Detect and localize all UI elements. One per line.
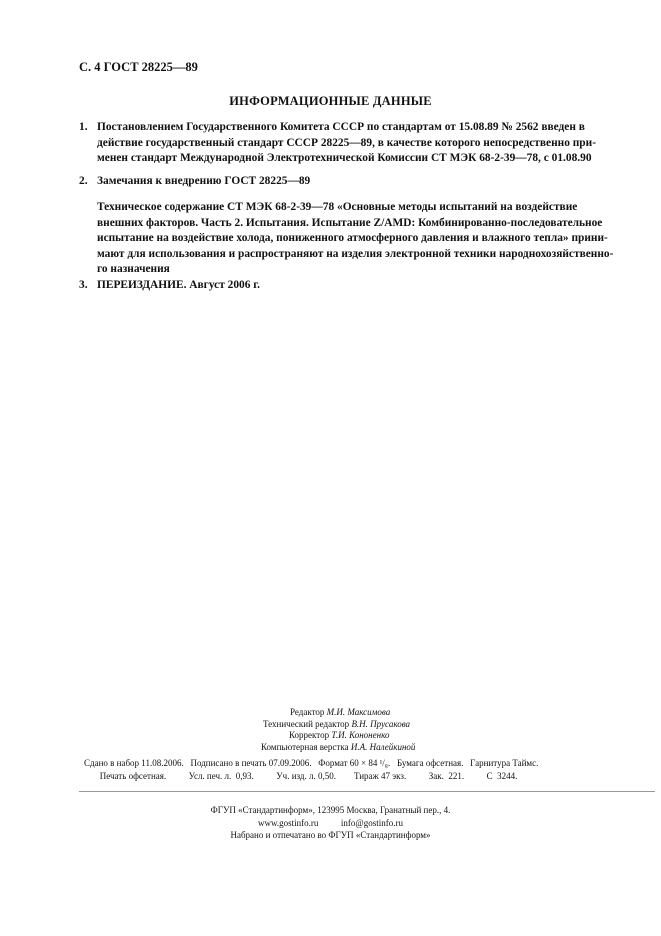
item-line: Постановлением Государственного Комитета СССР по стандартам от 15.08.89 № 2562 введен в (97, 121, 585, 133)
section-title: ИНФОРМАЦИОННЫЕ ДАННЫЕ (229, 94, 432, 108)
credit-layout (261, 742, 415, 754)
credit-role: Редактор (290, 707, 325, 717)
note-line: внешних факторов. Часть 2. Испытания. Испытание Z/AMD: Комбинированно-последовательное (97, 216, 603, 229)
publisher-printed: Набрано и отпечатано во ФГУП «Стандартинформ» (230, 830, 431, 840)
page-header: С. 4 ГОСТ 28225—89 (79, 60, 198, 74)
credit-corrector (289, 730, 389, 742)
item-text (97, 174, 615, 190)
credit-role: Компьютерная верстка (261, 741, 349, 752)
item-line: Замечания к внедрению ГОСТ 28225—89 (97, 175, 311, 187)
divider (79, 791, 655, 792)
item-number: 1. (79, 121, 88, 133)
publisher-address: ФГУП «Стандартинформ», 123995 Москва, Гранатный пер., 4. (210, 805, 451, 815)
item-number: 2. (79, 175, 88, 187)
item-line: менен стандарт Международной Электротехнической Комиссии СТ МЭК 68-2-39—78, с 01.08.90 (97, 152, 592, 164)
credit-editor (290, 707, 390, 719)
info-item-3 (79, 278, 615, 294)
credit-tech-editor (263, 719, 410, 731)
info-item-2 (79, 174, 615, 190)
imprint-line: Печать офсетная. Усл. печ. л. 0,93. Уч. изд. л. 0,50. Тираж 47 экз. Зак. 221. С 3244. (84, 771, 518, 781)
credit-role: Технический редактор (263, 718, 350, 729)
note-line: мают для использования и распространяют на изделия электронной техники народнохозяйственно- (97, 247, 614, 260)
item-text (97, 120, 615, 167)
item-line: действие государственный стандарт СССР 28225—89, в качестве которого непосредственно при- (97, 136, 596, 149)
credit-name: И.А. Налейкиной (350, 741, 416, 752)
note-line: го назначения (97, 263, 170, 275)
credit-role: Корректор (289, 730, 330, 740)
publisher-block (0, 804, 661, 842)
item-line: ПЕРЕИЗДАНИЕ. Август 2006 г. (97, 279, 261, 291)
credit-name: Т.И. Кононенко (331, 730, 390, 740)
imprint-line: Сдано в набор 11.08.2006. Подписано в печать 07.09.2006. Формат 60 × 84 ¹/₈. Бумага офсетная. Гарнитура Таймс. (84, 758, 539, 768)
item-number: 3. (79, 279, 88, 291)
publisher-web: www.gostinfo.ru info@gostinfo.ru (258, 817, 403, 828)
imprint-block (84, 757, 538, 783)
info-item-1 (79, 120, 615, 167)
credit-name: М.И. Максимова (326, 707, 391, 717)
note-line: испытание на воздействие холода, пониженного атмосферного давления и влажного тепла» прини- (97, 232, 608, 244)
item-text (97, 278, 615, 294)
note-paragraph (97, 200, 615, 278)
note-line: Техническое содержание СТ МЭК 68-2-39—78 «Основные методы испытаний на воздействие (97, 201, 578, 213)
credit-name: В.Н. Прусакова (351, 718, 411, 729)
